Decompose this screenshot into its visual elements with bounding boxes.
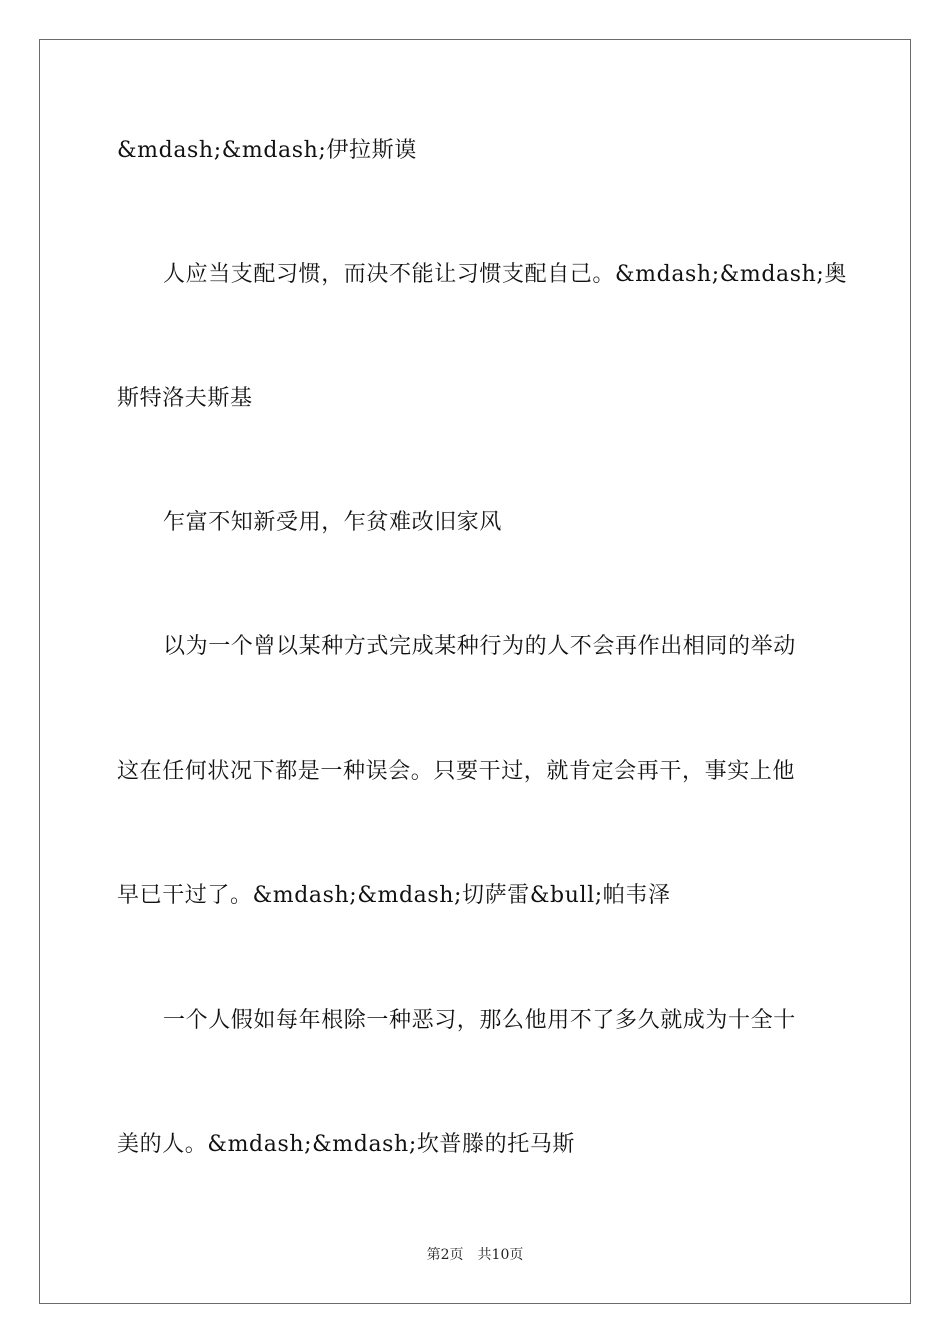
text-line-9: 美的人。&mdash;&mdash;坎普滕的托马斯 [117,1132,576,1157]
text-line-5: 以为一个曾以某种方式完成某种行为的人不会再作出相同的举动 [163,634,796,659]
text-line-6: 这在任何状况下都是一种误会。只要干过，就肯定会再干，事实上他 [117,759,796,784]
text-line-8: 一个人假如每年根除一种恶习，那么他用不了多久就成为十全十 [163,1008,796,1033]
text-line-1: &mdash;&mdash;伊拉斯谟 [117,138,417,163]
text-line-4: 乍富不知新受用，乍贫难改旧家风 [163,510,503,535]
text-line-7: 早已干过了。&mdash;&mdash;切萨雷&bull;帕韦泽 [117,883,671,908]
text-line-2: 人应当支配习惯，而决不能让习惯支配自己。&mdash;&mdash;奥 [163,262,848,287]
page-number: 第2页 [426,1247,464,1263]
page-border [39,39,911,1304]
page-total: 共10页 [477,1247,524,1263]
page-footer [0,1245,950,1265]
text-line-3: 斯特洛夫斯基 [117,386,253,411]
